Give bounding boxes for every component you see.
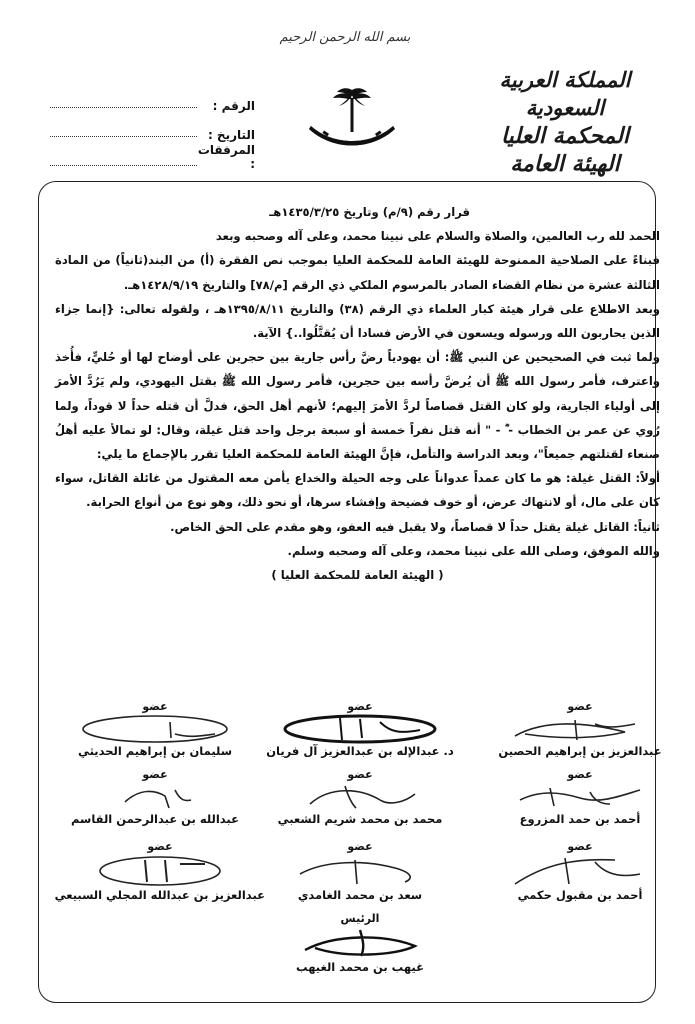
signature-block [490,840,670,902]
signatory-name: عبدالعزيز بن إبراهيم الحصين [498,744,662,758]
closing-line: ( الهيئة العامة للمحكمة العليا ) [271,568,444,583]
handwritten-signature [285,926,435,960]
handwritten-signature [95,782,215,812]
paragraph: أولاً: القتل غيلة: هو ما كان عمداً عدواناً على وجه الحيلة والخداع يأمن معه المقتول من غائلة القاتل، سواء كان على مال، أو لانتهاك عرض، أو خوف فضيحة وإفشاء سرها، أو نحو ذلك، وهو نوع من أنواع الحرابة. [55,471,660,510]
signature-role: عضو [142,700,168,713]
handwritten-signature [505,714,655,744]
signature-block [490,700,670,758]
signatory-name: عبدالعزيز بن عبدالله المجلي السبيعي [54,888,265,902]
signature-block [500,768,660,826]
dotted-line [50,106,197,108]
signature-block [260,912,460,974]
handwritten-signature [75,714,235,744]
signature-role: عضو [567,700,593,713]
signature-role: عضو [567,768,593,781]
basmala: بسم الله الرحمن الرحيم [279,30,411,45]
org-country: المملكة العربية السعودية [499,67,631,120]
handwritten-signature [290,782,430,812]
paragraph: والله الموفق، وصلى الله على نبينا محمد، وعلى آله وصحبه وسلم. [287,543,660,558]
paragraph: الحمد لله رب العالمين، والصلاة والسلام على نبينا محمد، وعلى آله وصحبه وبعد [215,229,660,244]
dotted-line [50,135,197,137]
org-court: المحكمة العليا [500,123,630,149]
signatory-name: سليمان بن إبراهيم الحديثي [77,744,233,758]
signature-role: عضو [147,840,173,853]
signature-role: عضو [567,840,593,853]
date-label: التاريخ : [207,128,255,142]
signature-block [55,768,255,826]
signature-role: عضو [347,700,373,713]
attachments-label: المرفقات : [197,143,255,171]
signature-role: عضو [347,840,373,853]
handwritten-signature [510,782,650,812]
paragraph: فبناءً على الصلاحية الممنوحة للهيئة العامة للمحكمة العليا بموجب نص الفقرة (أ) من البند(ثانياً) من المادة الثالثة عشرة من نظام القضاء الصادر بالمرسوم الملكي ذي الرقم [م/٧٨] والتاريخ ١٤٢٨/٩/١٩هـ. [55,253,660,292]
number-label: الرقم : [212,99,255,113]
paragraph: ولما ثبت في الصحيحين عن النبي ﷺ: أن يهودياً رضَّ رأس جارية بين حجرين على أوضاح لها أو حُليٍّ، فأُخذ واعترف، فأمر رسول الله ﷺ أن يُرضَّ رأسه بين حجرين، فأمر رسول الله ﷺ بقتل اليهودي، ولم يَرُدَّ الأمرَ إلى أولياء الجارية، ولو كان القتل قصاصاً لردَّ الأمرَ إليهم؛ لأنهم أهل الحق، فدلَّ أن قتله حداً لا قوداً، ولما رُوي عن عمر بن الخطاب - ؓ - " أنه قتل نفراً خمسة أو سبعة برجل واحد قتل غيلة، وقال: لو تمالأ عليه أهلُ صنعاء لقتلتهم جميعاً"، وبعد الدراسة والتأمل، فإنَّ الهيئة العامة للمحكمة العليا تقرر بالإجماع ما يلي: [55,350,660,462]
organization-header [465,66,665,178]
signatory-name: أحمد بن حمد المزروع [519,812,641,826]
signature-block [260,700,460,758]
signatory-name: د. عبدالإله بن عبدالعزيز آل فريان [266,744,454,758]
dotted-line [50,164,197,166]
signature-role: الرئيس [340,912,380,925]
org-body: الهيئة العامة [510,151,620,177]
decision-text [55,200,660,587]
handwritten-signature [505,854,655,888]
date-field [50,113,255,142]
saudi-emblem-icon [305,88,399,152]
signatory-name: محمد بن محمد شريم الشعبي [277,812,443,826]
signatory-name: أحمد بن مقبول حكمي [517,888,643,902]
signature-block [260,768,460,826]
signatures-block [0,700,695,980]
signatory-name: سعد بن محمد الغامدي [297,888,423,902]
attachments-field [50,142,255,171]
signature-block [55,700,255,758]
paragraph: وبعد الاطلاع على قرار هيئة كبار العلماء ذي الرقم (٣٨) والتاريخ ١٣٩٥/٨/١١هـ ، ولقوله تعالى: {إنما جزاء الذين يحاربون الله ورسوله ويسعون في الأرض فسادا أن يُقتَّلُوا..} الآية. [55,301,661,341]
number-field [50,84,255,113]
handwritten-signature [285,854,435,888]
signature-role: عضو [347,768,373,781]
handwritten-signature [85,854,235,888]
paragraph: ثانياً: القاتل غيلة يقتل حداً لا قصاصاً، ولا يقبل فيه العفو، وهو مقدم على الحق الخاص. [170,519,660,534]
signature-role: عضو [142,768,168,781]
signatory-name: غيهب بن محمد الغيهب [296,960,424,974]
signatory-name: عبدالله بن عبدالرحمن القاسم [71,812,239,826]
signature-block [55,840,265,902]
reference-fields [50,84,255,171]
decision-title: قرار رقم (٩/م) وتاريخ ١٤٣٥/٣/٢٥هـ [269,205,470,219]
signature-block [260,840,460,902]
handwritten-signature [280,714,440,744]
